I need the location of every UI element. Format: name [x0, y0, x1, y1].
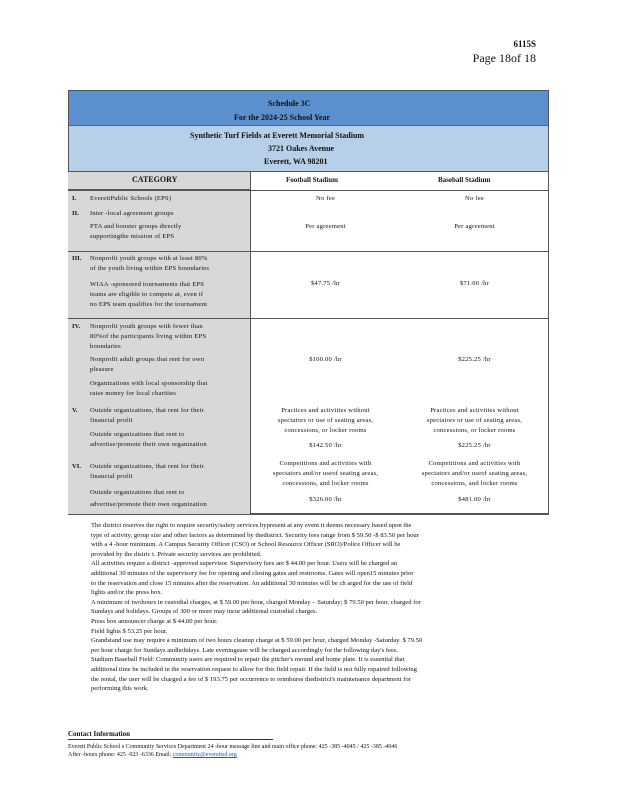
facility-street: 3721 Oakes Avenue: [268, 144, 335, 153]
category-text: boundaries: [90, 343, 121, 350]
baseball-desc: spectators and/or useof seating areas,: [421, 470, 528, 477]
football-fee: Per agreement: [305, 223, 346, 230]
category-text: 80%of the participants living within EPS: [90, 333, 207, 340]
email-link[interactable]: community@everettsd.org: [172, 752, 237, 758]
baseball-header: Baseball Stadium: [438, 176, 491, 184]
football-header: Football Stadium: [286, 176, 338, 184]
row-number: III.: [72, 255, 82, 262]
category-text: pleasure: [90, 366, 114, 373]
row-divider: [68, 318, 549, 319]
note-item: All activities require a district -approved supervisor. Supervisory fees are $ 44.00 per hour. Users will be charged an additional 30 minutes of the supervisory fee for opening and closing gates and restrooms. Gates will open15 minutes prior to the reservation and close 15 minutes after the reservation. An additional 30 minutes will be ch arged for the use of field lights and/or the press box.: [91, 560, 414, 597]
category-text: Nonprofit youth groups with at least 80%: [90, 255, 208, 262]
football-fee: $142.50 /hr: [309, 442, 342, 449]
facility-name: Synthetic Turf Fields at Everett Memorial Stadium: [190, 131, 365, 140]
row-number: IV.: [72, 323, 81, 330]
football-fee: No fee: [316, 195, 335, 202]
baseball-desc: Practices and activities without: [430, 407, 519, 414]
row-number: II.: [72, 210, 79, 217]
baseball-fee: $481.00 /hr: [458, 496, 491, 503]
category-text: PTA and booster groups directly: [90, 223, 182, 230]
category-text: teams are eligible to compete at, even if: [90, 291, 204, 298]
category-text: supportingthe mission of EPS: [90, 233, 175, 240]
category-text: Inter -local agreement groups: [90, 210, 174, 217]
football-fee: $100.00 /hr: [309, 356, 342, 363]
category-text: financial profit: [90, 473, 133, 480]
football-desc: spectators and/or useof seating areas,: [272, 470, 379, 477]
contact-phone-line: Everett Public School s Community Services Department 24 -hour message line and main office phone: 425 -385 -4045 / 425 -385 -4046: [68, 744, 398, 750]
football-desc: concessions, or locker rooms: [284, 427, 367, 434]
category-text: WIAA -sponsored tournaments that EPS: [90, 281, 205, 288]
baseball-fee: No fee: [465, 195, 484, 202]
policy-code: 6115S: [513, 39, 536, 49]
category-text: Nonprofit adult groups that rent for own: [90, 356, 205, 363]
football-fee: $326.00 /hr: [309, 496, 342, 503]
baseball-fee: $71.00 /hr: [459, 280, 490, 287]
row-divider: [68, 190, 549, 191]
baseball-fee: $225.25 /hr: [458, 442, 491, 449]
category-text: Outside organizations, that rent for their: [90, 407, 205, 414]
category-text: financial profit: [90, 417, 133, 424]
category-text: Nonprofit youth groups with fewer than: [90, 323, 203, 330]
football-desc: spectators or use of seating areas,: [277, 417, 374, 424]
category-text: raise money for local charities: [90, 390, 177, 397]
row-number: V.: [72, 407, 78, 414]
row-number: VI.: [72, 463, 81, 470]
row-divider: [68, 514, 549, 515]
category-text: no EPS team qualifies for the tournament: [90, 301, 208, 308]
category-text: advertise/promote their own organization: [90, 501, 207, 508]
school-year: For the 2024-25 School Year: [234, 113, 330, 122]
note-item: Stadium Baseball Field: Community users are required to repair the pitcher's mound and home plate. It is essential that additional time be included in the reservation request to allow for this field repair. If the field is not fully repaired following the rental, the user will be charged a fee of $ 193.75 per occurrence to reimburse thedistrict's maintenance department for performing this work.: [91, 656, 417, 693]
baseball-desc: concessions, and locker rooms: [431, 480, 518, 487]
baseball-desc: Competitions and activities with: [428, 460, 521, 467]
note-item: The district reserves the right to require security/safety services bypresent at any event it deems necessary based upon the type of activity, group size and other factors as determined by thedistrict. Security fees range from $ 59.50 -$ 83.50 per hour with a 4 -hour minimum. A Campus Security Officer (CSO) or School Resource Officer (SRO)/Police Officer will be provided by the distric t. Private security services are prohibited.: [91, 522, 419, 558]
schedule-title: Schedule 3C: [268, 99, 311, 108]
note-item: Field lights $ 53.25 per hour.: [91, 627, 168, 635]
category-text: Outside organizations that rent to: [90, 431, 185, 438]
page-number: Page 18of 18: [472, 51, 536, 65]
category-header: CATEGORY: [132, 175, 178, 184]
category-text: Outside organizations that rent to: [90, 489, 185, 496]
category-text: Outside organizations, that rent for their: [90, 463, 205, 470]
football-fee: $47.75 /hr: [310, 280, 341, 287]
football-desc: Practices and activities without: [281, 407, 370, 414]
note-item: A minimum of twohours in custodial charges, at $ 59.00 per hour, charged Monday – Saturday; $ 79.50 per hour, charged for Sundays and holidays. Groups of 300 or more may incur additional custodial charges.: [91, 598, 421, 616]
contact-divider: [68, 739, 273, 740]
football-desc: Competitions and activities with: [279, 460, 372, 467]
football-desc: concessions, and locker rooms: [282, 480, 369, 487]
facility-city: Everett, WA 98201: [264, 157, 328, 166]
notes-list: [68, 521, 548, 694]
baseball-fee: Per agreement: [454, 223, 495, 230]
note-item: Grandstand use may require a minimum of two hours cleanup charge at $ 59.00 per hour, charged Monday -Saturday. $ 79.50 per hour charge for Sundays andholidays. Late eveningsuse will be charged accordingly for the following day's fees.: [91, 637, 423, 654]
category-text: advertise/promote their own organization: [90, 441, 207, 448]
baseball-desc: concessions, or locker rooms: [433, 427, 516, 434]
category-text: EverettPublic Schools (EPS): [90, 195, 172, 202]
category-text: of the youth living within EPS boundaries: [90, 265, 210, 272]
baseball-fee: $225.25 /hr: [458, 356, 491, 363]
category-text: Organizations with local sponsorship that: [90, 380, 208, 387]
note-item: Press box announcer charge at $ 44.00 per hour.: [91, 617, 218, 625]
baseball-desc: spectators or use of seating areas,: [426, 417, 523, 424]
contact-title: Contact Information: [68, 730, 131, 738]
row-divider: [68, 251, 549, 252]
row-number: I.: [72, 195, 77, 202]
contact-after-hours: After -hours phone: 425 -923 -6336 Email: community@everettsd.org: [68, 752, 237, 758]
